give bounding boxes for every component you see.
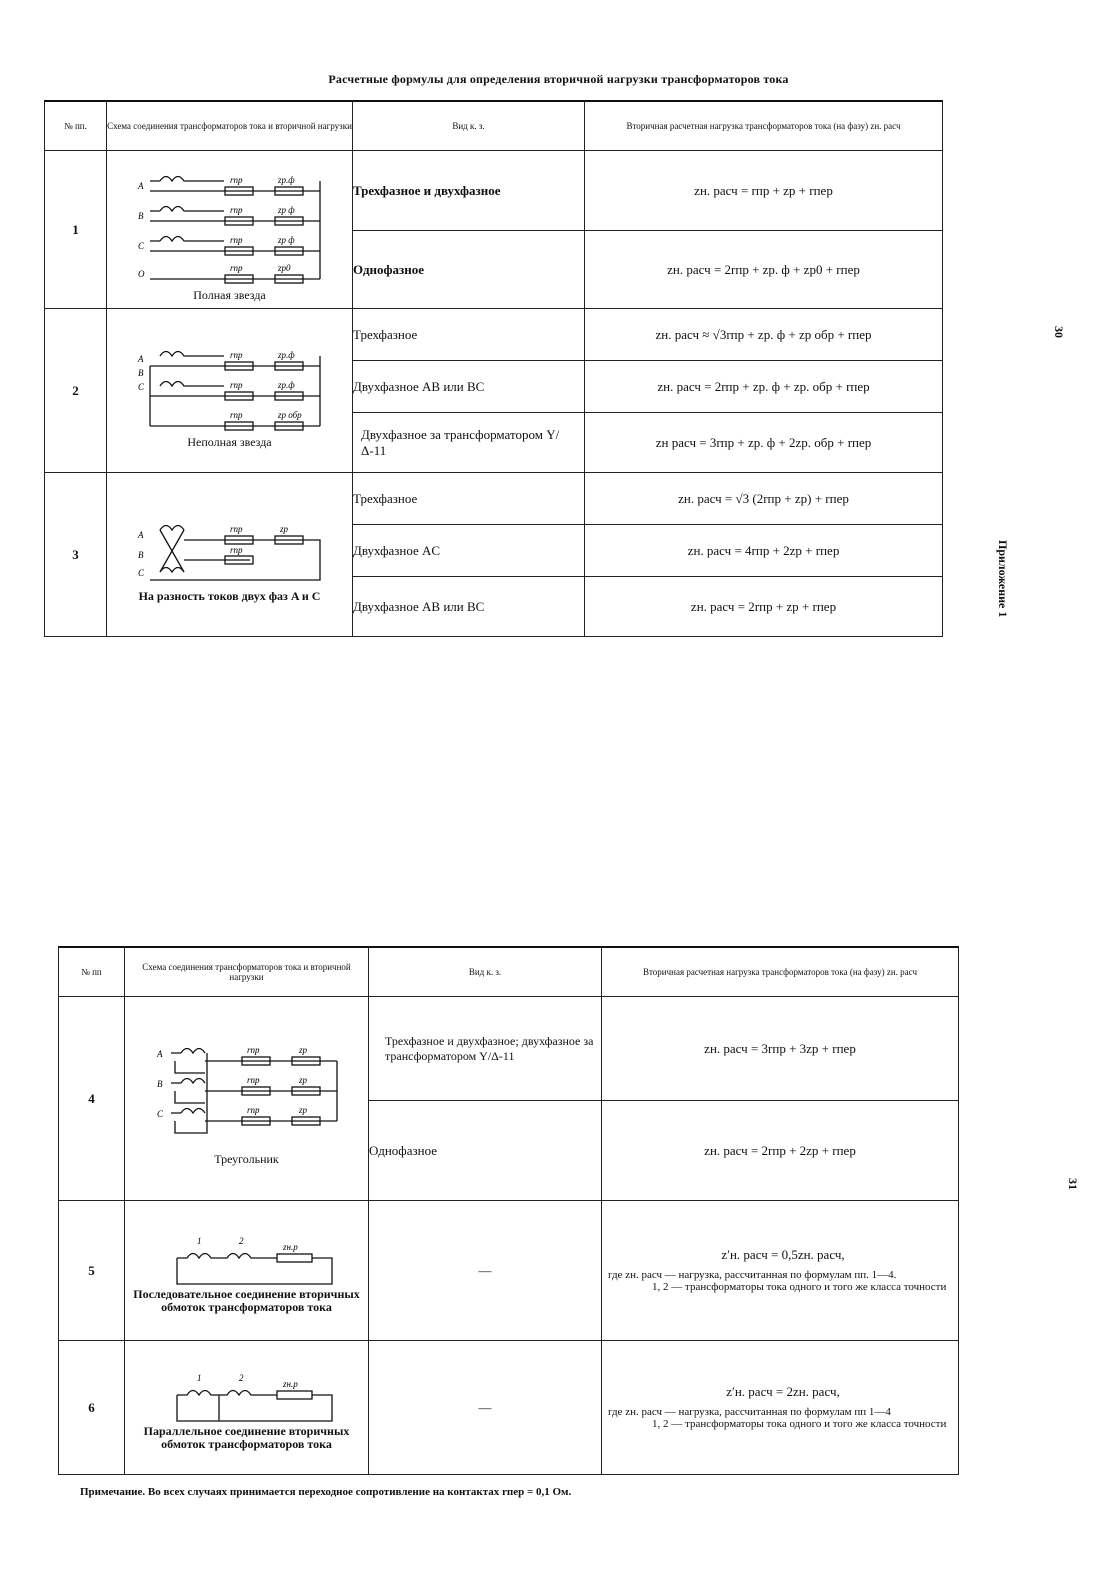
load-formula: zн. расч ≈ √3rпр + zр. ф + zр обр + rпер bbox=[585, 309, 943, 361]
header-load: Вторичная расчетная нагрузка трансформаторов тока (на фазу) zн. расч bbox=[585, 101, 943, 151]
table-row bbox=[59, 1341, 959, 1475]
load-formula: zн. расч = √3 (2rпр + zр) + rпер bbox=[585, 473, 943, 525]
label-zpf: zр.ф bbox=[277, 380, 295, 390]
fault-kind: Двухфазное AB или BC bbox=[353, 361, 585, 413]
appendix-label: Приложение 1 bbox=[996, 540, 1010, 618]
header-scheme: Схема соединения трансформаторов тока и вторичной нагрузки bbox=[107, 101, 353, 151]
formula-table-2 bbox=[58, 946, 959, 1475]
formula-table-1 bbox=[44, 100, 943, 637]
load-formula: z′н. расч = 2zн. расч, bbox=[726, 1383, 840, 1399]
scheme-cell bbox=[107, 151, 353, 309]
label-a: A bbox=[156, 1049, 162, 1059]
header-load: Вторичная расчетная нагрузка трансформаторов тока (на фазу) zн. расч bbox=[602, 947, 959, 997]
label-znp: zн.р bbox=[282, 1241, 298, 1252]
load-formula: zн. расч = 2rпр + zр. ф + zр. обр + rпер bbox=[585, 361, 943, 413]
fault-kind: — bbox=[369, 1341, 602, 1475]
label-zp: zр ф bbox=[277, 235, 295, 245]
formula-where-1: где zн. расч — нагрузка, рассчитанная по формулам пп 1—4 bbox=[608, 1405, 891, 1418]
label-zp: zр ф bbox=[277, 205, 295, 215]
scheme-caption: Полная звезда bbox=[193, 288, 266, 302]
row-number: 4 bbox=[59, 997, 125, 1201]
fault-kind: Трехфазное и двухфазное; двухфазное за трансформатором Y/Δ-11 bbox=[369, 997, 602, 1101]
fault-kind: Трехфазное bbox=[353, 473, 585, 525]
fault-kind: Двухфазное за трансформатором Y/Δ-11 bbox=[353, 413, 585, 473]
label-b: B bbox=[137, 550, 143, 560]
scheme-caption: Неполная звезда bbox=[187, 435, 272, 449]
fault-kind: Трехфазное и двухфазное bbox=[353, 151, 585, 231]
label-zp: zр bbox=[298, 1075, 307, 1085]
parallel-scheme-diagram bbox=[147, 1365, 347, 1425]
load-formula: zн. расч = 2rпр + zр. ф + zр0 + rпер bbox=[585, 231, 943, 309]
scheme-caption: Треугольник bbox=[214, 1152, 279, 1166]
header-num: № пп. bbox=[45, 101, 107, 151]
label-n1: 1 bbox=[196, 1372, 201, 1383]
header-kind: Вид к. з. bbox=[369, 947, 602, 997]
load-formula: zн расч = 3rпр + zр. ф + 2zр. обр + rпер bbox=[585, 413, 943, 473]
partial-star-scheme-diagram bbox=[130, 336, 330, 436]
label-znp: zн.р bbox=[282, 1378, 298, 1389]
label-a: A bbox=[137, 530, 143, 540]
label-zpf: zр.ф bbox=[277, 350, 295, 360]
table-header bbox=[59, 947, 959, 997]
label-zpo: zр0 bbox=[277, 263, 291, 273]
scheme-caption: На разность токов двух фаз A и C bbox=[138, 589, 321, 603]
page-number-top: 30 bbox=[1052, 326, 1066, 338]
load-formula-cell bbox=[602, 1201, 959, 1341]
label-zpf: zр.ф bbox=[277, 175, 295, 185]
label-zpobr: zр обр bbox=[277, 410, 302, 420]
scheme-cell bbox=[125, 1341, 369, 1475]
scheme-caption: Параллельное соединение вторичных обмоток трансформаторов тока bbox=[143, 1423, 350, 1451]
formula-where-1: где zн. расч — нагрузка, рассчитанная по формулам пп. 1—4. bbox=[608, 1268, 897, 1281]
label-b: B bbox=[137, 211, 143, 221]
load-formula: zн. расч = rпр + zр + rпер bbox=[585, 151, 943, 231]
label-c: C bbox=[156, 1109, 163, 1119]
label-rpr: rпр bbox=[229, 524, 243, 534]
label-rpr: rпр bbox=[229, 205, 243, 215]
page-number-bottom: 31 bbox=[1066, 1178, 1080, 1190]
scheme-cell bbox=[125, 997, 369, 1201]
load-formula: z′н. расч = 0,5zн. расч, bbox=[721, 1246, 845, 1262]
label-rpr: rпр bbox=[246, 1045, 260, 1055]
load-formula: zн. расч = 3rпр + 3zр + rпер bbox=[602, 997, 959, 1101]
scheme-cell bbox=[107, 473, 353, 637]
difference-scheme-diagram bbox=[130, 510, 330, 590]
table-header bbox=[45, 101, 943, 151]
row-number: 2 bbox=[45, 309, 107, 473]
scheme-cell bbox=[107, 309, 353, 473]
fault-kind: Однофазное bbox=[369, 1101, 602, 1201]
label-o: O bbox=[137, 269, 144, 279]
label-rpr: rпр bbox=[246, 1105, 260, 1115]
label-n2: 2 bbox=[238, 1372, 243, 1383]
fault-kind: Трехфазное bbox=[353, 309, 585, 361]
label-rpr: rпр bbox=[229, 350, 243, 360]
row-number: 3 bbox=[45, 473, 107, 637]
label-c: C bbox=[137, 241, 144, 251]
table-row bbox=[45, 309, 943, 361]
header-num: № пп bbox=[59, 947, 125, 997]
label-zp: zр bbox=[298, 1105, 307, 1115]
load-formula: zн. расч = 2rпр + 2zр + rпер bbox=[602, 1101, 959, 1201]
page-title: Расчетные формулы для определения вторичной нагрузки трансформаторов тока bbox=[328, 72, 789, 86]
label-a: A bbox=[137, 354, 143, 364]
label-n1: 1 bbox=[196, 1235, 201, 1246]
table-row bbox=[45, 151, 943, 231]
table-row bbox=[59, 997, 959, 1101]
load-formula-cell bbox=[602, 1341, 959, 1475]
label-c: C bbox=[137, 568, 144, 578]
load-formula: zн. расч = 2rпр + zр + rпер bbox=[585, 577, 943, 637]
load-formula: zн. расч = 4rпр + 2zр + rпер bbox=[585, 525, 943, 577]
row-number: 5 bbox=[59, 1201, 125, 1341]
triangle-scheme-diagram bbox=[147, 1033, 347, 1153]
label-n2: 2 bbox=[238, 1235, 243, 1246]
label-rpr: rпр bbox=[229, 235, 243, 245]
fault-kind: Однофазное bbox=[353, 231, 585, 309]
label-rpr: rпр bbox=[229, 545, 243, 555]
footnote: Примечание. Во всех случаях принимается переходное сопротивление на контактах rпер = 0,1 Ом. bbox=[80, 1486, 572, 1498]
fault-kind: Двухфазное AC bbox=[353, 525, 585, 577]
fault-kind: — bbox=[369, 1201, 602, 1341]
label-zp: zр bbox=[279, 524, 288, 534]
fault-kind: Двухфазное AB или BC bbox=[353, 577, 585, 637]
table-row bbox=[45, 473, 943, 525]
row-number: 6 bbox=[59, 1341, 125, 1475]
scheme-cell bbox=[125, 1201, 369, 1341]
label-rpr: rпр bbox=[229, 175, 243, 185]
formula-where-2: 1, 2 — трансформаторы тока одного и того же класса точности bbox=[652, 1417, 947, 1430]
label-rpr: rпр bbox=[229, 380, 243, 390]
label-a: A bbox=[137, 181, 143, 191]
label-b: B bbox=[156, 1079, 162, 1089]
header-kind: Вид к. з. bbox=[353, 101, 585, 151]
full-star-scheme-diagram bbox=[130, 159, 330, 289]
scheme-caption: Последовательное соединение вторичных обмоток трансформаторов тока bbox=[133, 1286, 360, 1314]
series-scheme-diagram bbox=[147, 1228, 347, 1288]
label-rpr: rпр bbox=[246, 1075, 260, 1085]
label-c: C bbox=[137, 382, 144, 392]
formula-where-2: 1, 2 — трансформаторы тока одного и того же класса точности bbox=[652, 1280, 947, 1293]
label-rpr: rпр bbox=[229, 410, 243, 420]
label-zp: zр bbox=[298, 1045, 307, 1055]
table-row bbox=[59, 1201, 959, 1341]
label-b: B bbox=[137, 368, 143, 378]
header-scheme: Схема соединения трансформаторов тока и вторичной нагрузки bbox=[125, 947, 369, 997]
label-rpr: rпр bbox=[229, 263, 243, 273]
row-number: 1 bbox=[45, 151, 107, 309]
